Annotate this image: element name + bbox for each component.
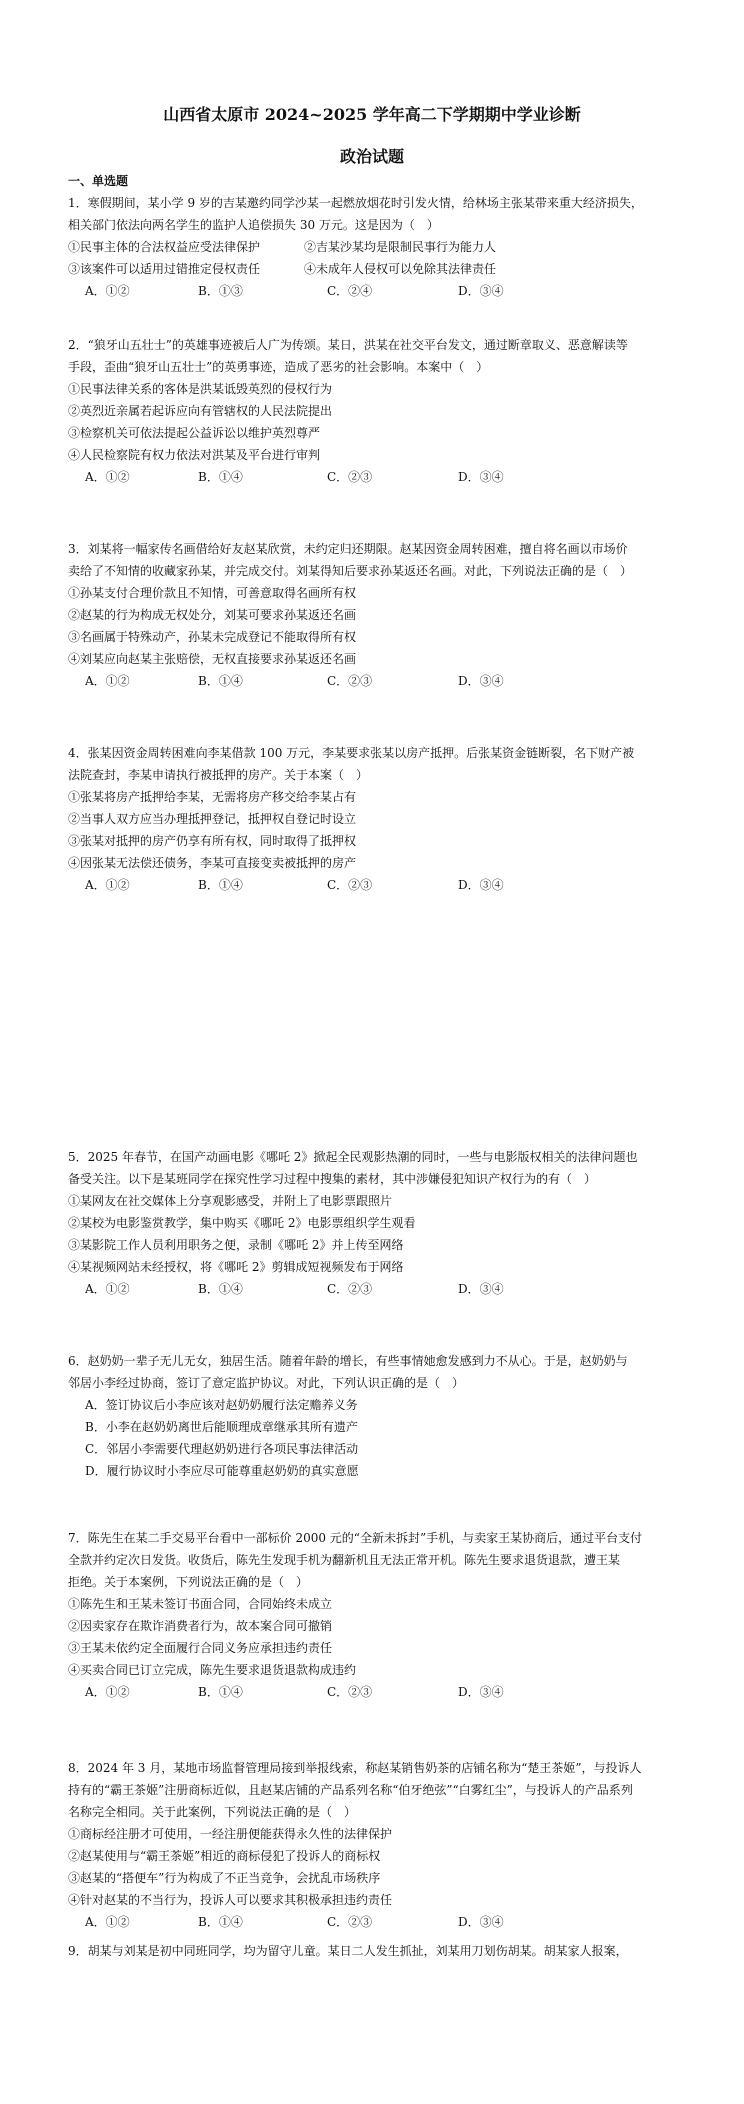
exam-subtitle: 政治试题 (339, 147, 404, 166)
answer-choices (68, 1278, 678, 1300)
question-stem-line: 名称完全相同。关于此案例，下列说法正确的是（ ） (68, 1805, 357, 1819)
statement: ④刘某应向赵某主张赔偿，无权直接要求孙某返还名画 (68, 652, 357, 666)
statement: ①陈先生和王某未签订书面合同，合同始终未成立 (68, 1597, 333, 1611)
statement: ①某网友在社交媒体上分享观影感受，并附上了电影票跟照片 (68, 1194, 393, 1208)
statement: ①张某将房产抵押给李某，无需将房产移交给李某占有 (68, 790, 357, 804)
question-6 (68, 1350, 678, 1482)
choice-a[interactable]: A．①② (85, 674, 130, 688)
statement: ②英烈近亲属若起诉应向有管辖权的人民法院提出 (68, 404, 333, 418)
choice-b[interactable]: B．①④ (198, 878, 243, 892)
choice-c[interactable]: C．②③ (327, 878, 373, 892)
choice-b[interactable]: B．①④ (198, 1685, 243, 1699)
statement: ④某视频网站未经授权，将《哪吒 2》剪辑成短视频发布于网络 (68, 1260, 404, 1274)
question-stem-line: 8．2024 年 3 月，某地市场监督管理局接到举报线索，称赵某销售奶茶的店铺名称为“楚王茶姬”，与投诉人 (68, 1761, 642, 1775)
question-stem-line: 法院查封，李某申请执行被抵押的房产。关于本案（ ） (68, 768, 369, 782)
statement: ①孙某支付合理价款且不知情，可善意取得名画所有权 (68, 586, 357, 600)
choice-a[interactable]: A．①② (85, 1915, 130, 1929)
question-7 (68, 1527, 678, 1703)
choice-d[interactable]: D．③④ (458, 674, 504, 688)
question-stem-line: 持有的“霸王茶姬”注册商标近似，且赵某店铺的产品系列名称“伯牙绝弦”“白雾红尘”，与投诉人的产品系列 (68, 1783, 633, 1797)
choice-d[interactable]: D．③④ (458, 1282, 504, 1296)
statement: ④针对赵某的不当行为，投诉人可以要求其积极承担违约责任 (68, 1893, 393, 1907)
answer-choices (68, 874, 678, 896)
choice-d[interactable]: D．履行协议时小李应尽可能尊重赵奶奶的真实意愿 (85, 1464, 359, 1478)
choice-b[interactable]: B．小李在赵奶奶离世后能顺理成章继承其所有遗产 (85, 1420, 358, 1434)
question-stem-line: 拒绝。关于本案例，下列说法正确的是（ ） (68, 1575, 309, 1589)
statement: ③张某对抵押的房产仍享有所有权，同时取得了抵押权 (68, 834, 357, 848)
choice-a[interactable]: A．①② (85, 878, 130, 892)
question-stem-line: 3．刘某将一幅家传名画借给好友赵某欣赏，未约定归还期限。赵某因资金周转困难，擅自将名画以市场价 (68, 542, 628, 556)
question-stem-line: 9．胡某与刘某是初中同班同学，均为留守儿童。某日二人发生抓扯，刘某用刀划伤胡某。胡某家人报案， (68, 1944, 628, 1958)
question-stem-line: 5．2025 年春节，在国产动画电影《哪吒 2》掀起全民观影热潮的同时，一些与电影版权相关的法律问题也 (68, 1150, 638, 1164)
statement: ①商标经注册才可使用，一经注册便能获得永久性的法律保护 (68, 1827, 393, 1841)
statement: ②赵某的行为构成无权处分，刘某可要求孙某返还名画 (68, 608, 357, 622)
choice-b[interactable]: B．①③ (198, 284, 243, 298)
choice-b[interactable]: B．①④ (198, 1282, 243, 1296)
statement: ③名画属于特殊动产，孙某未完成登记不能取得所有权 (68, 630, 357, 644)
statement: ②当事人双方应当办理抵押登记，抵押权自登记时设立 (68, 812, 357, 826)
statement: ②因卖家存在欺诈消费者行为，故本案合同可撤销 (68, 1619, 333, 1633)
choice-c[interactable]: C．邻居小李需要代理赵奶奶进行各项民事法律活动 (85, 1442, 359, 1456)
question-stem-line: 4．张某因资金周转困难向李某借款 100 万元，李某要求张某以房产抵押。后张某资金链断裂，名下财产被 (68, 746, 635, 760)
statement: ②吉某沙某均是限制民事行为能力人 (304, 240, 497, 254)
answer-choices (68, 1911, 678, 1933)
choice-a[interactable]: A．①② (85, 1685, 130, 1699)
question-stem-line: 手段，歪曲“狼牙山五壮士”的英勇事迹，造成了恶劣的社会影响。本案中（ ） (68, 360, 489, 374)
question-2 (68, 334, 678, 488)
question-stem-line: 1．寒假期间，某小学 9 岁的吉某邀约同学沙某一起燃放烟花时引发火情，给林场主张某带来重大经济损失， (68, 196, 643, 210)
choice-a[interactable]: A．签订协议后小李应该对赵奶奶履行法定赡养义务 (85, 1398, 358, 1412)
choice-c[interactable]: C．②③ (327, 470, 373, 484)
question-3 (68, 538, 678, 692)
choice-d[interactable]: D．③④ (458, 1915, 504, 1929)
answer-choices (68, 1681, 678, 1703)
question-stem-line: 6．赵奶奶一辈子无儿无女，独居生活。随着年龄的增长，有些事情她愈发感到力不从心。于是，赵奶奶与 (68, 1354, 628, 1368)
statement: ③王某未依约定全面履行合同义务应承担违约责任 (68, 1641, 333, 1655)
question-4 (68, 742, 678, 896)
question-stem-line: 2．“狼牙山五壮士”的英雄事迹被后人广为传颂。某日，洪某在社交平台发文，通过断章取义、恶意解读等 (68, 338, 628, 352)
question-1 (68, 192, 678, 302)
question-8 (68, 1757, 678, 1933)
statement: ②赵某使用与“霸王茶姬”相近的商标侵犯了投诉人的商标权 (68, 1849, 381, 1863)
statement: ③该案件可以适用过错推定侵权责任 (68, 262, 261, 276)
section-heading: 一、单选题 (68, 174, 129, 188)
statement-row (68, 236, 678, 258)
question-5 (68, 1146, 678, 1300)
choice-b[interactable]: B．①④ (198, 674, 243, 688)
answer-choices (68, 670, 678, 692)
statement: ④买卖合同已订立完成，陈先生要求退货退款构成违约 (68, 1663, 357, 1677)
answer-choices (68, 466, 678, 488)
choice-b[interactable]: B．①④ (198, 1915, 243, 1929)
question-stem-line: 全款并约定次日发货。收货后，陈先生发现手机为翻新机且无法正常开机。陈先生要求退货退款，遭王某 (68, 1553, 621, 1567)
question-stem-line: 备受关注。以下是某班同学在探究性学习过程中搜集的素材，其中涉嫌侵犯知识产权行为的有（ ） (68, 1172, 597, 1186)
statement: ②某校为电影鉴赏教学，集中购买《哪吒 2》电影票组织学生观看 (68, 1216, 416, 1230)
statement: ④人民检察院有权力依法对洪某及平台进行审判 (68, 448, 321, 462)
statement: ③某影院工作人员利用职务之便，录制《哪吒 2》并上传至网络 (68, 1238, 404, 1252)
question-stem-line: 相关部门依法向两名学生的监护人追偿损失 30 万元。这是因为（ ） (68, 218, 439, 232)
statement: ④未成年人侵权可以免除其法律责任 (304, 262, 497, 276)
choice-c[interactable]: C．②③ (327, 1282, 373, 1296)
choice-a[interactable]: A．①② (85, 470, 130, 484)
question-stem-line: 7．陈先生在某二手交易平台看中一部标价 2000 元的“全新未拆封”手机，与卖家王某协商后，通过平台支付 (68, 1531, 643, 1545)
answer-choices (68, 280, 678, 302)
choice-d[interactable]: D．③④ (458, 470, 504, 484)
question-9 (68, 1940, 678, 1962)
choice-b[interactable]: B．①④ (198, 470, 243, 484)
question-stem-line: 邻居小李经过协商，签订了意定监护协议。对此，下列认识正确的是（ ） (68, 1376, 465, 1390)
exam-title: 山西省太原市 2024~2025 学年高二下学期期中学业诊断 (163, 105, 581, 124)
choice-c[interactable]: C．②③ (327, 1685, 373, 1699)
choice-c[interactable]: C．②④ (327, 284, 373, 298)
choice-d[interactable]: D．③④ (458, 284, 504, 298)
choice-d[interactable]: D．③④ (458, 878, 504, 892)
choice-c[interactable]: C．②③ (327, 1915, 373, 1929)
choice-d[interactable]: D．③④ (458, 1685, 504, 1699)
statement: ④因张某无法偿还债务，李某可直接变卖被抵押的房产 (68, 856, 357, 870)
statement: ③赵某的“搭便车”行为构成了不正当竞争，会扰乱市场秩序 (68, 1871, 381, 1885)
question-stem-line: 卖给了不知情的收藏家孙某，并完成交付。刘某得知后要求孙某返还名画。对此，下列说法正确的是（ ） (68, 564, 633, 578)
statement: ①民事法律关系的客体是洪某诋毁英烈的侵权行为 (68, 382, 333, 396)
choice-a[interactable]: A．①② (85, 284, 130, 298)
statement: ①民事主体的合法权益应受法律保护 (68, 240, 261, 254)
choice-a[interactable]: A．①② (85, 1282, 130, 1296)
statement-row (68, 258, 678, 280)
choice-c[interactable]: C．②③ (327, 674, 373, 688)
statement: ③检察机关可依法提起公益诉讼以维护英烈尊严 (68, 426, 321, 440)
